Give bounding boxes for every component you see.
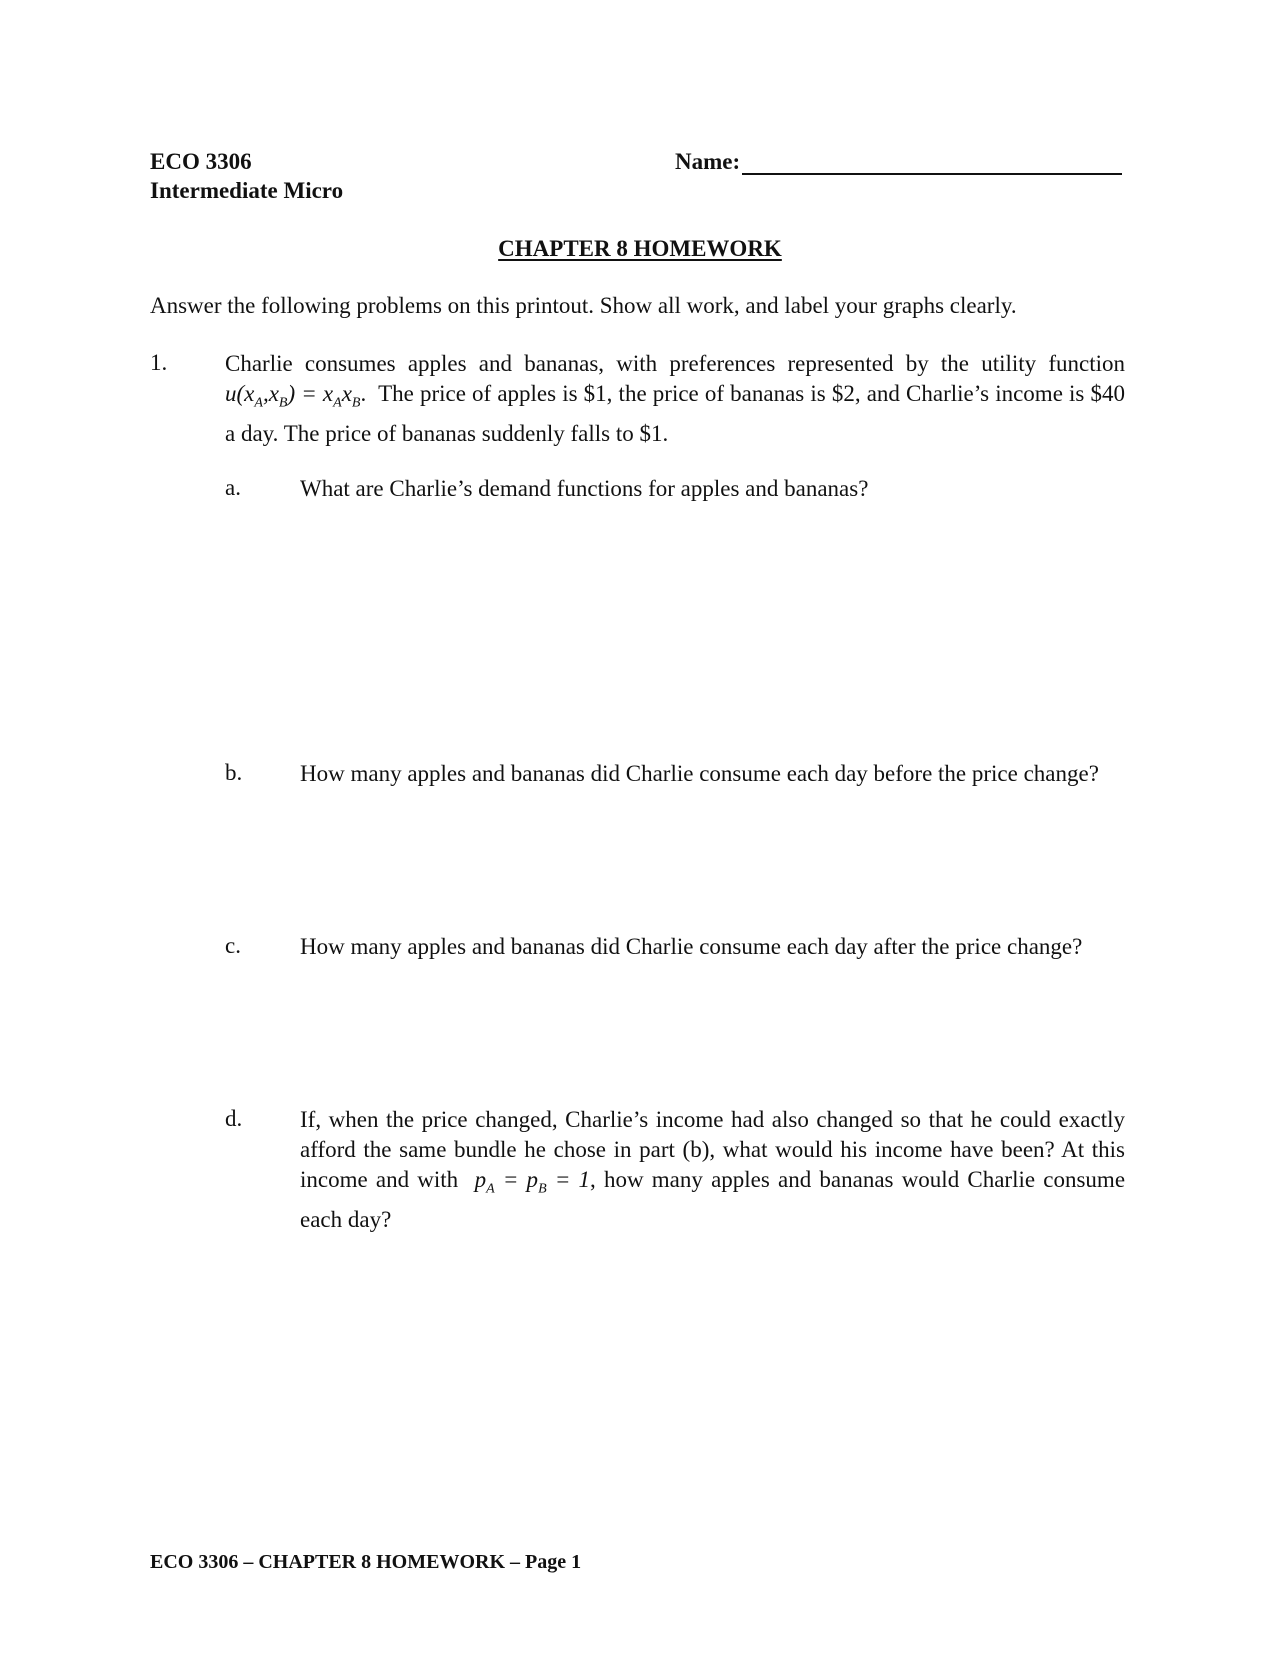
question-number: 1. bbox=[150, 350, 168, 375]
course-name: Intermediate Micro bbox=[150, 178, 344, 203]
part-d-text: If, when the price changed, Charlie’s income had also changed so that he could exactly afford the same bundle he chose in part (b), what would his income have been? At this income and with $p_A = p_B = 1$, how many apples and bananas would Charlie consume each day? bbox=[300, 1107, 1126, 1232]
page-footer: ECO 3306 – CHAPTER 8 HOMEWORK – Page 1 bbox=[150, 1551, 582, 1573]
part-c-letter: c. bbox=[225, 933, 241, 958]
title-text: CHAPTER 8 HOMEWORK bbox=[498, 236, 782, 261]
question-1-text: Charlie consumes apples and bananas, with preferences represented by the utility function $u(x_A,x_B) = x_Ax_B$. The price of apples is $1, the price of bananas is $2, and Charlie’s income is $40 a day. The price of bananas suddenly falls to $1. bbox=[225, 351, 1125, 446]
name-label: Name: bbox=[675, 149, 741, 174]
part-d-text-part2: how many apples and bananas would Charlie consume each day? bbox=[300, 1167, 1126, 1232]
name-field bbox=[675, 149, 1122, 175]
part-c-text: How many apples and bananas did Charlie consume each day after the price change? bbox=[300, 934, 1083, 959]
part-b-letter: b. bbox=[225, 760, 243, 785]
price-equation: $p_A = p_B = 1$ bbox=[466, 1167, 591, 1197]
part-d-letter: d. bbox=[225, 1106, 243, 1131]
question-1-text-part1: Charlie consumes apples and bananas, with preferences represented by the utility function bbox=[225, 351, 1125, 376]
instructions: Answer the following problems on this printout. Show all work, and label your graphs clearly. bbox=[150, 293, 1017, 318]
part-d-text-part1: If, when the price changed, Charlie’s income had also changed so that he could exactly afford the same bundle he chose in part (b), what would his income have been? At this income and with bbox=[300, 1107, 1125, 1192]
page-title bbox=[0, 236, 1280, 262]
question-1-text-part2: The price of apples is $1, the price of bananas is $2, and Charlie’s income is $40 a day. The price of bananas suddenly falls to $1. bbox=[225, 381, 1125, 446]
part-b-text: How many apples and bananas did Charlie consume each day before the price change? bbox=[300, 761, 1099, 786]
utility-function: $u(x_A,x_B) = x_Ax_B$ bbox=[225, 381, 361, 411]
part-a-letter: a. bbox=[225, 475, 241, 500]
name-blank-line[interactable] bbox=[742, 149, 1122, 175]
course-code: ECO 3306 bbox=[150, 149, 252, 174]
part-a-text: What are Charlie’s demand functions for apples and bananas? bbox=[300, 476, 869, 501]
